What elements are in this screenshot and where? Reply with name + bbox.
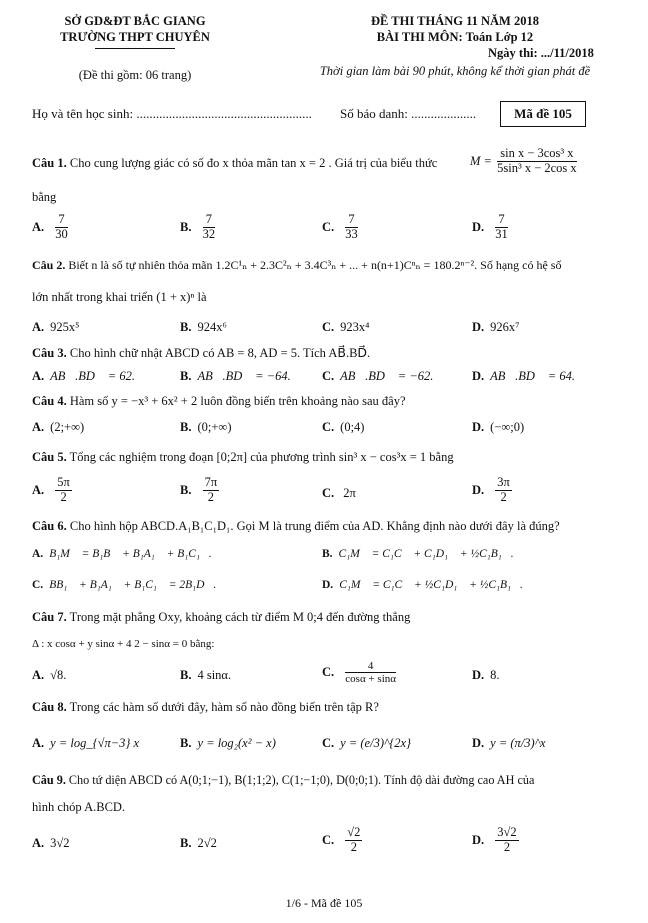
q5-option-c[interactable] (322, 486, 356, 501)
option-text: (−∞;0) (490, 420, 525, 434)
option-label: B. (180, 369, 192, 383)
q8-option-b[interactable] (180, 736, 276, 751)
option-den: 30 (55, 226, 68, 241)
option-num: 7 (495, 213, 508, 228)
option-text: √8. (50, 668, 67, 682)
question-text: Biết n là số tự nhiên thỏa mãn 1.2C¹ₙ + 2.3C²ₙ + 3.4C³ₙ + ... + n(n+1)Cⁿₙ = 180.2ⁿ⁻². Số hạng có hệ số (68, 258, 562, 272)
exam-date: Ngày thi: .../11/2018 (488, 46, 594, 60)
option-label: C. (322, 736, 335, 750)
option-den: 2 (350, 839, 357, 854)
option-label: D. (472, 668, 485, 682)
option-num: 4 (345, 660, 396, 673)
option-label: C. (32, 579, 44, 591)
option-text: y = log_{√π−3} x (50, 736, 140, 750)
option-text: B₁M⃗ = B₁B⃗ + B₁A₁⃗ + B₁C₁⃗. (49, 548, 212, 560)
q2-text-line2: lớn nhất trong khai triển (1 + x)ⁿ là (32, 290, 207, 304)
question-label: Câu 4. (32, 394, 67, 408)
option-text: AB⃗.BD⃗ = −64. (197, 369, 291, 383)
option-label: A. (32, 420, 45, 434)
question-text: Cho tứ diện ABCD có A(0;1;−1), B(1;1;2), C(1;−1;0), D(0;0;1). Tính độ dài đường cao AH của (68, 773, 535, 787)
student-id-field[interactable]: Số báo danh: .................... (340, 106, 477, 121)
q6-option-b[interactable] (322, 548, 514, 560)
option-label: A. (32, 836, 45, 850)
option-text: (2;+∞) (50, 420, 85, 434)
option-den: 32 (202, 226, 216, 241)
q1-option-c[interactable] (322, 213, 360, 242)
q2-option-a[interactable] (32, 320, 80, 335)
q8-option-c[interactable] (322, 736, 411, 751)
question-text: Hàm số y = −x³ + 6x² + 2 luôn đồng biến trên khoảng nào sau đây? (69, 394, 406, 408)
option-label: D. (472, 369, 485, 383)
option-num: 5π (57, 475, 70, 489)
option-label: B. (180, 736, 192, 750)
q7-option-a[interactable] (32, 668, 66, 683)
q4-option-c[interactable] (322, 420, 364, 435)
question-1 (32, 156, 437, 171)
option-label: A. (32, 668, 45, 682)
exam-subject: BÀI THI MÔN: Toán Lớp 12 (376, 30, 534, 44)
option-text: 3√2 (50, 836, 70, 850)
exam-code-box (500, 101, 586, 127)
option-label: D. (472, 736, 485, 750)
option-text: C₁M⃗ = C₁C⃗ + C₁D₁⃗ + ½C₁B₁⃗. (338, 548, 514, 560)
question-7 (32, 610, 410, 625)
option-text: (0;+∞) (197, 420, 232, 434)
option-label: D. (322, 579, 334, 591)
option-label: A. (32, 219, 45, 234)
option-label: A. (32, 320, 45, 334)
option-text: 925x⁵ (50, 320, 80, 334)
exam-code: Mã đề 105 (514, 106, 572, 121)
q1-tail: bằng (32, 190, 57, 204)
option-text: (0;4) (340, 420, 365, 434)
option-num: 3√2 (497, 825, 517, 839)
page-count-note: (Đề thi gồm: 06 trang) (78, 68, 192, 82)
q6-option-a[interactable] (32, 548, 212, 560)
q1-expr-fraction (497, 147, 577, 176)
option-den: 2 (503, 839, 511, 854)
option-label: D. (472, 320, 485, 334)
question-9 (32, 773, 534, 788)
option-num: √2 (347, 825, 361, 839)
option-num: 7 (55, 213, 68, 228)
q5-option-a[interactable] (32, 476, 74, 505)
q5-option-d[interactable] (472, 476, 514, 505)
q1-option-b[interactable] (180, 213, 217, 242)
question-2 (32, 258, 561, 273)
question-label: Câu 5. (32, 450, 67, 464)
question-8 (32, 700, 379, 715)
page-footer: 1/6 - Mã đề 105 (285, 896, 363, 910)
option-text: C₁M⃗ = C₁C⃗ + ½C₁D₁⃗ + ½C₁B₁⃗. (339, 579, 523, 591)
q3-option-d[interactable] (472, 369, 575, 384)
option-text: 926x⁷ (490, 320, 520, 334)
option-den: 33 (345, 226, 358, 241)
q1-expr-lhs: M = (470, 153, 492, 168)
option-label: D. (472, 832, 485, 847)
option-den: 2 (500, 489, 507, 504)
option-den: 31 (495, 226, 508, 241)
student-name-field[interactable]: Họ và tên học sinh: ...................................................... (32, 106, 312, 121)
q7-option-d[interactable] (472, 668, 500, 683)
q6-option-c[interactable] (32, 579, 216, 591)
exam-title: ĐỀ THI THÁNG 11 NĂM 2018 (371, 14, 539, 28)
option-text: AB⃗.BD⃗ = −62. (340, 369, 434, 383)
option-text: 923x⁴ (340, 320, 370, 334)
option-label: A. (32, 369, 45, 383)
question-text: Cho hình chữ nhật ABCD có AB = 8, AD = 5. Tích AB⃗.BD⃗. (69, 346, 371, 360)
school-name: TRƯỜNG THPT CHUYÊN (60, 30, 210, 44)
option-label: C. (322, 665, 335, 680)
q3-option-b[interactable] (180, 369, 291, 384)
option-label: A. (32, 736, 45, 750)
option-label: A. (32, 548, 44, 560)
question-label: Câu 3. (32, 346, 67, 360)
option-text: BB₁⃗ + B₁A₁⃗ + B₁C₁⃗ = 2B₁D⃗. (49, 579, 217, 591)
q5-option-b[interactable] (180, 476, 221, 505)
q2-option-b[interactable] (180, 320, 227, 335)
q4-option-a[interactable] (32, 420, 84, 435)
q3-option-c[interactable] (322, 369, 433, 384)
header-divider (95, 48, 175, 49)
question-text: Trong các hàm số dưới đây, hàm số nào đồng biến trên tập R? (69, 700, 379, 714)
option-label: B. (180, 836, 192, 850)
question-text: Trong mặt phẳng Oxy, khoảng cách từ điểm M 0;4 đến đường thẳng (69, 610, 411, 624)
q1-expression (470, 147, 579, 176)
option-text: AB⃗.BD⃗ = 64. (490, 369, 575, 383)
option-label: D. (472, 482, 485, 497)
exam-duration: Thời gian làm bài 90 phút, không kể thời gian phát đề (319, 64, 591, 78)
q7-text-line2: Δ : x cosα + y sinα + 4 2 − sinα = 0 bằng: (32, 638, 215, 650)
option-text: 8. (490, 668, 500, 682)
question-label: Câu 9. (32, 773, 66, 787)
q2-option-c[interactable] (322, 320, 370, 335)
option-label: D. (472, 219, 485, 234)
option-text: 2√2 (197, 836, 217, 850)
option-label: B. (322, 548, 333, 560)
q8-option-a[interactable] (32, 736, 139, 751)
question-text: Cho cung lượng giác có số đo x thỏa mãn tan x = 2 . Giá trị của biểu thức (69, 156, 438, 170)
question-6 (32, 519, 560, 534)
option-num: 7 (345, 213, 358, 228)
q1-expr-den: 5sin³ x − 2cos x (497, 160, 577, 175)
option-text: AB⃗.BD⃗ = 62. (50, 369, 135, 383)
option-label: C. (322, 219, 335, 234)
option-label: D. (472, 420, 485, 434)
school-department: SỞ GD&ĐT BẮC GIANG (64, 14, 206, 28)
option-den: 2 (207, 489, 214, 504)
option-label: B. (180, 219, 192, 234)
option-label: B. (180, 420, 192, 434)
option-label: B. (180, 482, 192, 497)
q2-option-d[interactable] (472, 320, 520, 335)
option-num: 3π (497, 475, 510, 489)
q9-option-b[interactable] (180, 836, 217, 851)
question-label: Câu 6. (32, 519, 67, 533)
option-label: C. (322, 832, 335, 847)
q6-option-d[interactable] (322, 579, 523, 591)
question-label: Câu 8. (32, 700, 67, 714)
q7-option-c[interactable] (322, 660, 398, 685)
q1-option-a[interactable] (32, 213, 70, 242)
option-text: 2π (343, 486, 356, 500)
option-label: C. (322, 420, 335, 434)
option-den: cosα + sinα (345, 673, 397, 686)
question-label: Câu 2. (32, 258, 66, 272)
q4-option-b[interactable] (180, 420, 231, 435)
q9-option-c[interactable] (322, 826, 364, 855)
q4-option-d[interactable] (472, 420, 524, 435)
option-text: y = log₂(x² − x) (197, 736, 276, 750)
option-label: B. (180, 668, 192, 682)
q9-option-a[interactable] (32, 836, 70, 851)
question-4 (32, 394, 406, 409)
option-num: 7 (203, 213, 216, 228)
option-text: y = (π/3)^x (490, 736, 546, 750)
question-5 (32, 450, 454, 465)
option-text: 924x⁶ (197, 320, 227, 334)
option-text: y = (e/3)^{2x} (340, 736, 412, 750)
question-label: Câu 1. (32, 156, 67, 170)
q3-option-a[interactable] (32, 369, 135, 384)
option-text: 4 sinα. (197, 668, 232, 682)
question-label: Câu 7. (32, 610, 67, 624)
question-text: Tổng các nghiệm trong đoạn [0;2π] của phương trình sin³ x − cos³x = 1 bằng (69, 450, 454, 464)
option-num: 7π (204, 475, 218, 489)
option-label: A. (32, 482, 45, 497)
option-den: 2 (60, 489, 67, 504)
q1-option-d[interactable] (472, 213, 510, 242)
q1-expr-num: sin x − 3cos³ x (497, 147, 577, 162)
q7-option-b[interactable] (180, 668, 231, 683)
q8-option-d[interactable] (472, 736, 546, 751)
question-text: Cho hình hộp ABCD.A₁B₁C₁D₁. Gọi M là trung điểm của AD. Khẳng định nào dưới đây là đúng? (69, 519, 560, 533)
q9-text-line2: hình chóp A.BCD. (32, 800, 126, 814)
question-3 (32, 345, 370, 361)
option-label: C. (322, 486, 335, 500)
q9-option-d[interactable] (472, 826, 521, 855)
option-label: C. (322, 320, 335, 334)
option-label: C. (322, 369, 335, 383)
option-label: B. (180, 320, 192, 334)
